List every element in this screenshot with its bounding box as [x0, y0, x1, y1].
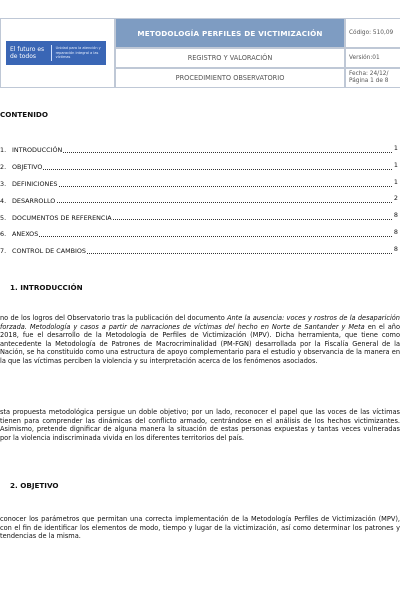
document-date: Fecha: 24/12/ [349, 71, 389, 77]
table-of-contents [0, 142, 400, 260]
toc-label: OBJETIVO [12, 163, 43, 172]
introduction-paragraph-2: sta propuesta metodológica persigue un doble objetivo; por un lado, reconocer el papel que las voces de las víctimas tienen para comprender las dinámicas del conflicto armado, centrándose en el análisis de los hechos victimizantes. Asimismo, pretende dignificar de alguna manera la situación de estas personas expuestas y tantas veces vulneradas por la violencia indiscriminada vivida en los diferentes territorios del país. [0, 408, 400, 442]
toc-entry[interactable] [0, 209, 400, 226]
toc-page: 8 [393, 227, 398, 236]
toc-entry[interactable] [0, 159, 400, 176]
toc-leader [12, 152, 392, 153]
logo-slogan: El futuro es de todos [10, 46, 45, 60]
document-version: Versión:01 [345, 48, 400, 68]
introduction-paragraph-1 [0, 314, 400, 366]
toc-number: 3. [0, 179, 7, 188]
toc-entry[interactable] [0, 226, 400, 243]
toc-leader [12, 169, 392, 170]
institution-logo [6, 41, 106, 65]
document-code: Código: 510,09 [345, 18, 400, 48]
toc-number: 5. [0, 213, 7, 222]
contents-heading: CONTENIDO [0, 110, 48, 119]
toc-page: 1 [393, 144, 398, 152]
toc-label: DESARROLLO [12, 196, 56, 205]
toc-number: 7. [0, 247, 7, 256]
toc-page: 2 [393, 194, 398, 203]
toc-page: 1 [393, 160, 398, 169]
toc-entry[interactable] [0, 243, 400, 260]
toc-label: DEFINICIONES [12, 179, 58, 188]
toc-label: DOCUMENTOS DE REFERENCIA [12, 213, 112, 222]
toc-leader [12, 202, 392, 203]
introduction-heading: 1. INTRODUCCIÓN [10, 283, 83, 292]
toc-label: INTRODUCCIÓN [12, 146, 63, 155]
logo-divider [51, 45, 52, 61]
header-meta [345, 18, 400, 88]
intro-text-end: en el año 2018, fue el desarrollo de la Metodología de Perfiles de Victimización (MPV). Dicha herramienta, que tiene como antecedente la Metodología de Patrones de Macrocriminalidad (PM-FGN) desarrollada por la Fiscalía General de la Nación, se ha constituido como una estructura de apoyo complementario para el estudio y observancia de la manera en la que las víctimas perciben la violencia y su interpretación acerca de los fenómenos asociados. [0, 322, 400, 365]
header-center [115, 18, 345, 88]
toc-number: 2. [0, 163, 7, 172]
toc-entry[interactable] [0, 142, 400, 159]
intro-text-start: no de los logros del Observatorio tras la publicación del documento [0, 314, 227, 322]
toc-entry[interactable] [0, 176, 400, 193]
objective-paragraph: conocer los parámetros que permitan una correcta implementación de la Metodología Perfiles de Victimización (MPV), con el fin de identificar los elementos de modo, tiempo y lugar de la victimización, así como determinar los patrones y tendencias de la misma. [0, 515, 400, 541]
toc-leader [12, 186, 392, 187]
toc-label: CONTROL DE CAMBIOS [12, 247, 86, 256]
date-page-cell [345, 68, 400, 88]
toc-page: 8 [393, 211, 398, 220]
toc-number: 1. [0, 146, 7, 155]
document-title: METODOLOGÍA PERFILES DE VICTIMIZACIÓN [115, 18, 345, 48]
logo-entity: Unidad para la atención y reparación integral a las víctimas [55, 46, 101, 60]
objective-heading: 2. OBJETIVO [10, 481, 59, 490]
process-name: REGISTRO Y VALORACIÓN [115, 48, 345, 68]
intro-document-title: Ante la ausencia: voces y rostros de la desaparición forzada. Metodología y casos a partir de narraciones de víctimas del hecho en Norte de Santander y Meta [0, 314, 400, 331]
toc-number: 4. [0, 196, 7, 205]
logo-cell [0, 18, 115, 88]
toc-number: 6. [0, 230, 7, 239]
toc-leader [12, 236, 392, 237]
page-number: Página 1 de 8 [349, 78, 389, 84]
procedure-name: PROCEDIMIENTO OBSERVATORIO [115, 68, 345, 88]
toc-page: 8 [393, 244, 398, 253]
toc-label: ANEXOS [12, 230, 39, 239]
document-header [0, 18, 400, 88]
toc-page: 1 [393, 177, 398, 186]
toc-entry[interactable] [0, 192, 400, 209]
